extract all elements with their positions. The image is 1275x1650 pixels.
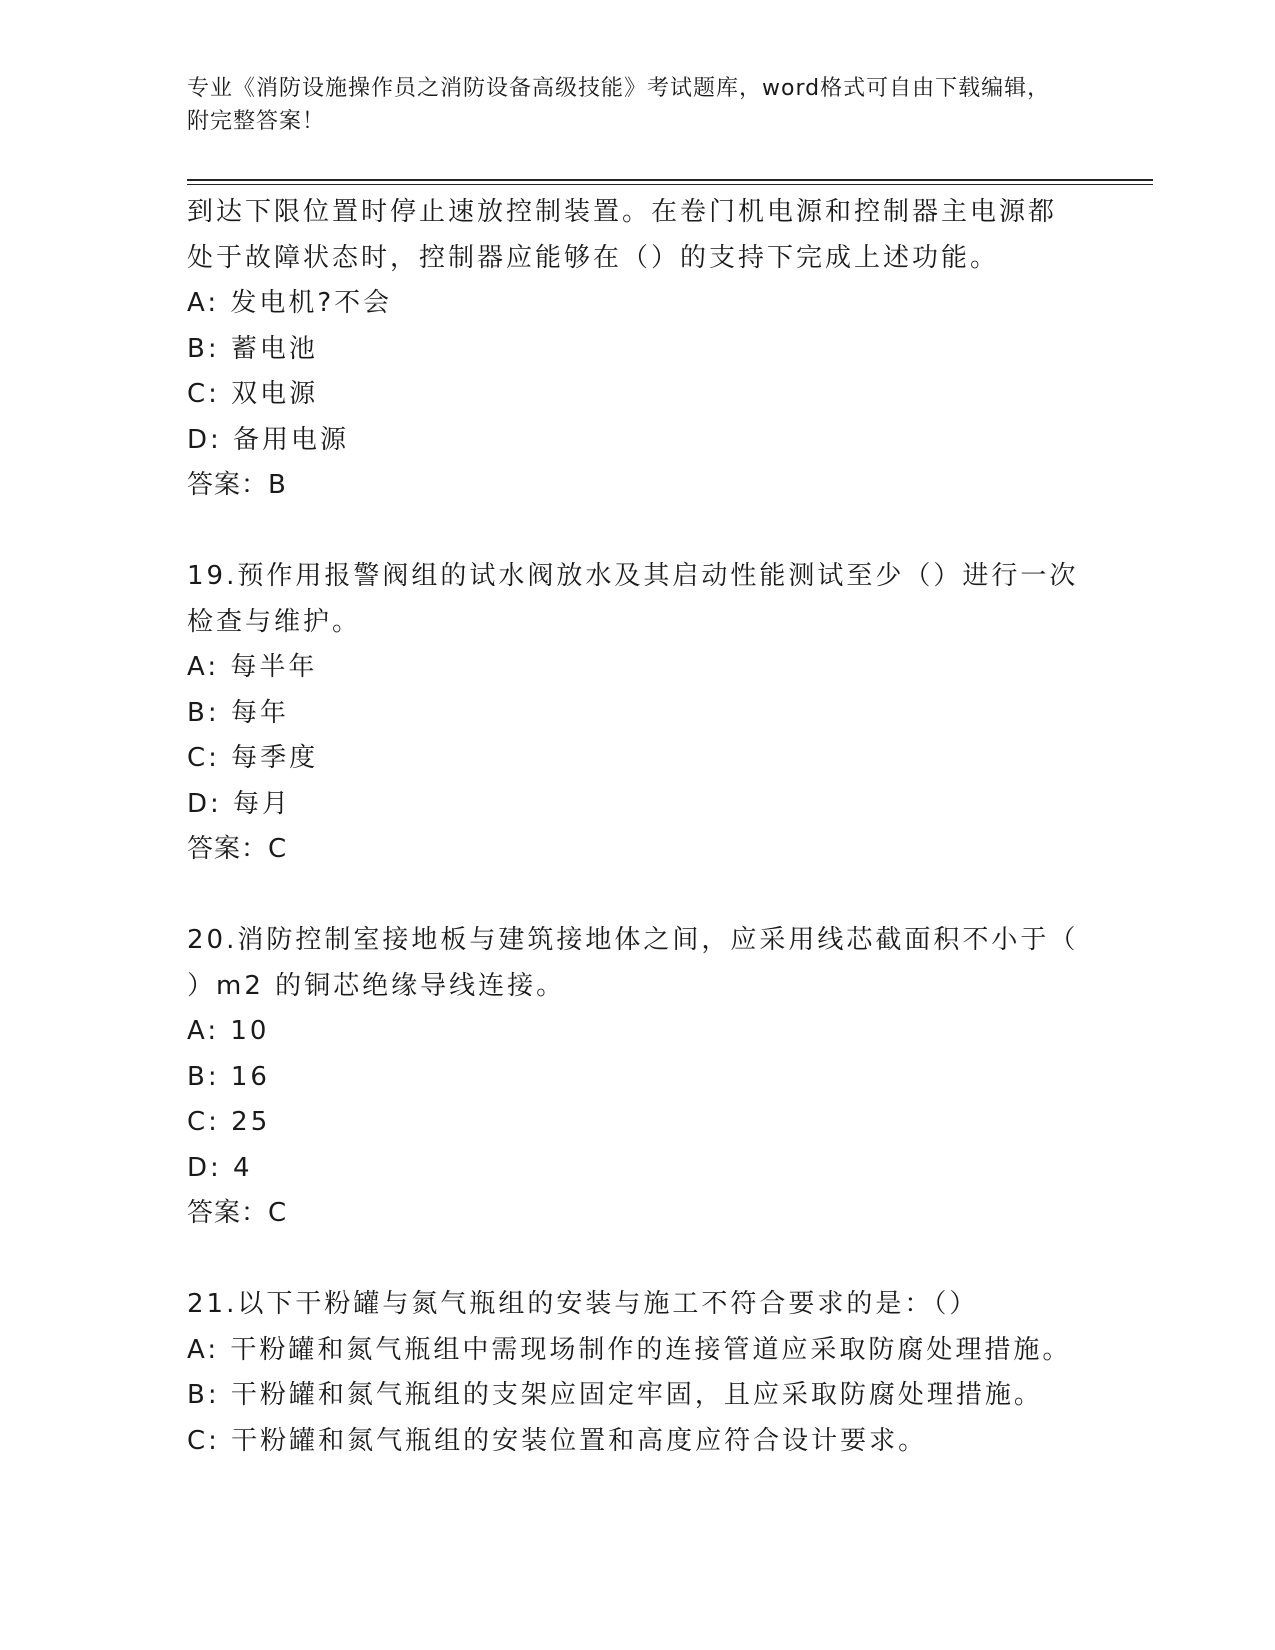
option-b: B: 蓄电池	[187, 333, 318, 364]
question-21	[187, 1282, 1087, 1464]
option-c: C: 干粉罐和氮气瓶组的安装位置和高度应符合设计要求。	[187, 1425, 928, 1456]
option-d: D: 备用电源	[187, 424, 350, 455]
option-c: C: 双电源	[187, 379, 319, 409]
option-d: D: 每月	[187, 788, 292, 819]
question-text-line: 19.预作用报警阀组的试水阀放水及其启动性能测试至少（）进行一次	[187, 561, 1079, 591]
question-text-line: ）m2 的铜芯绝缘导线连接。	[187, 970, 566, 1001]
question-spacer	[187, 1237, 1087, 1283]
option-d: D: 4	[187, 1152, 253, 1183]
option-b: B: 每年	[187, 697, 289, 728]
header-divider-thick	[187, 179, 1153, 181]
option-c: C: 25	[187, 1107, 271, 1137]
option-a: A: 干粉罐和氮气瓶组中需现场制作的连接管道应采取防腐处理措施。	[187, 1334, 1072, 1365]
question-spacer	[187, 509, 1087, 555]
option-b: B: 16	[187, 1061, 270, 1092]
document-header	[187, 72, 1067, 138]
question-text-line: 检查与维护。	[187, 606, 362, 637]
question-text-line: 到达下限位置时停止速放控制装置。在卷门机电源和控制器主电源都	[187, 197, 1058, 227]
answer-line: 答案：C	[187, 834, 288, 864]
header-divider-thin	[187, 184, 1153, 185]
question-text-line: 21.以下干粉罐与氮气瓶组的安装与施工不符合要求的是：（）	[187, 1289, 979, 1319]
question-20	[187, 918, 1087, 1237]
question-text-line: 处于故障状态时，控制器应能够在（）的支持下完成上述功能。	[187, 242, 1000, 273]
option-c: C: 每季度	[187, 743, 319, 773]
answer-line: 答案：B	[187, 470, 287, 500]
question-spacer	[187, 873, 1087, 919]
question-19	[187, 554, 1087, 873]
question-continuation	[187, 190, 1087, 509]
option-a: A: 发电机?不会	[187, 288, 393, 318]
header-text: 专业《消防设施操作员之消防设备高级技能》考试题库，word格式可自由下载编辑，附完整答案！	[187, 76, 1051, 134]
answer-line: 答案：C	[187, 1198, 288, 1228]
question-text-line: 20.消防控制室接地板与建筑接地体之间，应采用线芯截面积不小于（	[187, 925, 1079, 955]
question-list	[187, 190, 1087, 1464]
option-b: B: 干粉罐和氮气瓶组的支架应固定牢固，且应采取防腐处理措施。	[187, 1380, 1043, 1410]
option-a: A: 10	[187, 1016, 270, 1046]
option-a: A: 每半年	[187, 652, 318, 682]
